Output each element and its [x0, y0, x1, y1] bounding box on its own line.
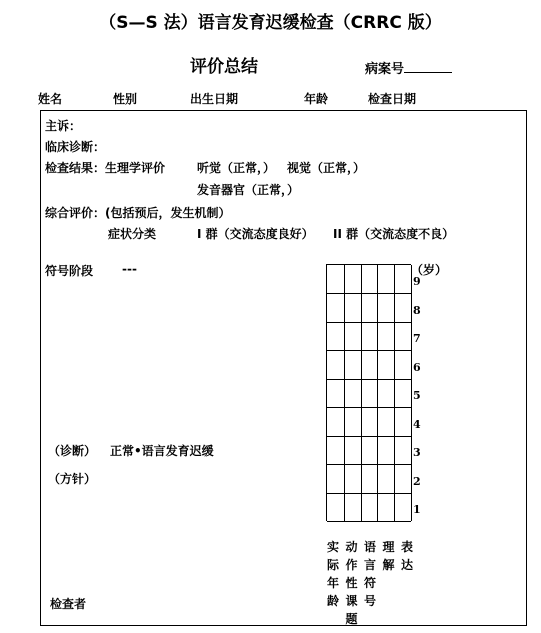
column-label-char: 龄 [326, 594, 339, 608]
grid-row-line [327, 379, 411, 380]
clinical-diagnosis-label: 临床诊断： [45, 140, 106, 154]
grid-row-line [327, 407, 411, 408]
group-2-label: II 群（交流态度不良） [333, 227, 455, 241]
birth-date-label: 出生日期 [190, 92, 239, 106]
grid-row-line [327, 436, 411, 437]
name-label: 姓名 [38, 92, 63, 106]
age-tick-label: 8 [413, 303, 421, 317]
age-tick-label: 3 [413, 446, 421, 460]
grid-column-line [361, 265, 362, 521]
column-label-char: 际 [326, 558, 339, 572]
page-subtitle: 评价总结 [190, 57, 258, 77]
policy-label: （方针） [48, 472, 97, 486]
grid-column-label [362, 538, 378, 610]
exam-results-label: 检查结果：生理学评价 [45, 161, 166, 175]
articulation-result: 发音器官（正常，） [197, 183, 300, 197]
age-tick-label: 7 [413, 332, 421, 346]
complaint-label: 主诉： [45, 119, 82, 133]
comprehensive-evaluation-label: 综合评价：(包括预后，发生机制） [45, 206, 231, 220]
column-label-char: 课 [345, 594, 358, 608]
age-tick-label: 2 [413, 474, 421, 488]
grid-column-line [344, 265, 345, 521]
exam-date-label: 检查日期 [368, 92, 417, 106]
grid-row-line [327, 350, 411, 351]
case-number-label: 病案号 [365, 62, 405, 77]
grid-row-line [327, 521, 411, 522]
diagnosis-label: （诊断） [48, 444, 97, 458]
column-label-char: 理 [382, 540, 395, 554]
symbol-stage-value: --- [122, 262, 137, 276]
column-label-char: 解 [382, 558, 395, 572]
development-grid [326, 264, 411, 521]
age-unit-label: （岁） [411, 263, 448, 277]
grid-column-label [399, 538, 415, 574]
column-label-char: 号 [363, 594, 376, 608]
gender-label: 性别 [113, 92, 138, 106]
column-label-char: 题 [345, 612, 358, 626]
grid-column-label [381, 538, 397, 574]
column-label-char: 性 [345, 576, 358, 590]
age-tick-label: 5 [413, 389, 421, 403]
column-label-char: 言 [363, 558, 376, 572]
column-label-char: 年 [326, 576, 339, 590]
age-label: 年龄 [304, 92, 329, 106]
group-1-label: I 群（交流态度良好） [197, 227, 314, 241]
grid-column-label [344, 538, 360, 628]
age-tick-label: 1 [413, 503, 421, 516]
vision-result: 视觉（正常，） [287, 161, 366, 175]
grid-row-line [327, 464, 411, 465]
age-tick-label: 6 [413, 360, 421, 374]
grid-column-line [411, 265, 412, 521]
age-tick-label: 9 [413, 275, 421, 289]
column-label-char: 实 [326, 540, 339, 554]
column-label-char: 语 [363, 540, 376, 554]
diagnosis-value: 正常•语言发育迟缓 [110, 444, 214, 458]
column-label-char: 达 [400, 558, 413, 572]
grid-row-line [327, 493, 411, 494]
grid-row-line [327, 322, 411, 323]
grid-column-label [325, 538, 341, 610]
grid-column-line [394, 265, 395, 521]
column-label-char: 作 [345, 558, 358, 572]
column-label-char: 符 [363, 576, 376, 590]
symbol-stage-label: 符号阶段 [45, 264, 94, 278]
document-title: （S—S 法）语言发育迟缓检查（CRRC 版） [99, 13, 442, 33]
grid-row-line [327, 293, 411, 294]
case-number-blank [404, 60, 452, 73]
hearing-result: 听觉（正常，） [197, 161, 276, 175]
column-label-char: 动 [345, 540, 358, 554]
case-number-field [365, 58, 452, 77]
examiner-label: 检查者 [50, 597, 87, 611]
age-tick-label: 4 [413, 417, 421, 431]
symptom-class-label: 症状分类 [108, 227, 157, 241]
column-label-char: 表 [400, 540, 413, 554]
grid-column-line [377, 265, 378, 521]
